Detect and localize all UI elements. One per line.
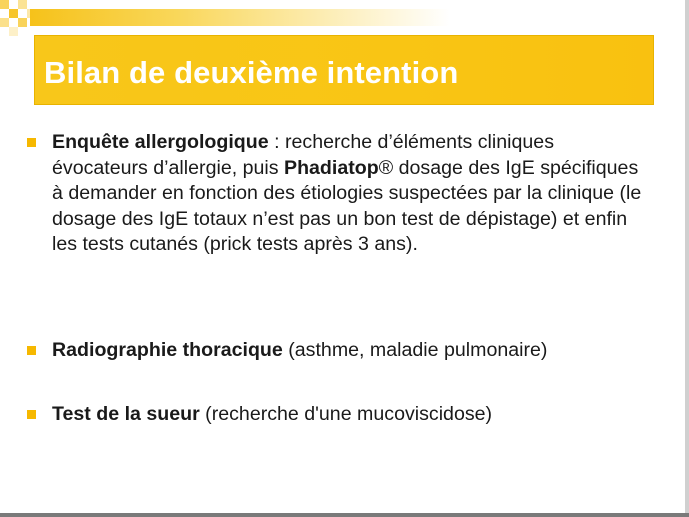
bullet-item-sweat-test [25,402,672,428]
bullet-text-continued: dosage des IgE spécifiques à demander en fonction des étiologies suspectées par la clinique (le dosage des IgE totaux n’est pas un bon test de dépistage) et enfin les tests cutanés (prick tests après 3 ans). [52,156,642,255]
bullet-term: Radiographie thoracique [52,339,283,361]
bullet-text: : recherche d’éléments cliniques évocateurs d’allergie, puis [52,131,554,179]
square-bullet-icon [27,138,36,147]
slide-title: Bilan de deuxième intention [44,55,459,90]
bullet-term-phadiatop: Phadiatop [284,156,379,179]
bullet-text: (asthme, maladie pulmonaire) [282,339,548,361]
bullet-term: Test de la sueur [52,403,200,425]
right-edge-divider [685,0,689,517]
bullet-item-allergy [25,130,645,258]
title-banner [34,35,654,105]
registered-mark: ® [378,156,394,179]
square-bullet-icon [27,346,36,355]
bullet-item-radiography [25,338,672,364]
bottom-edge-divider [0,513,689,517]
square-bullet-icon [27,410,36,419]
bullet-text: (recherche d'une mucoviscidose) [199,403,493,425]
top-gradient-stripe [30,9,450,26]
bullet-list [25,130,645,425]
bullet-term: Enquête allergologique [52,131,269,153]
